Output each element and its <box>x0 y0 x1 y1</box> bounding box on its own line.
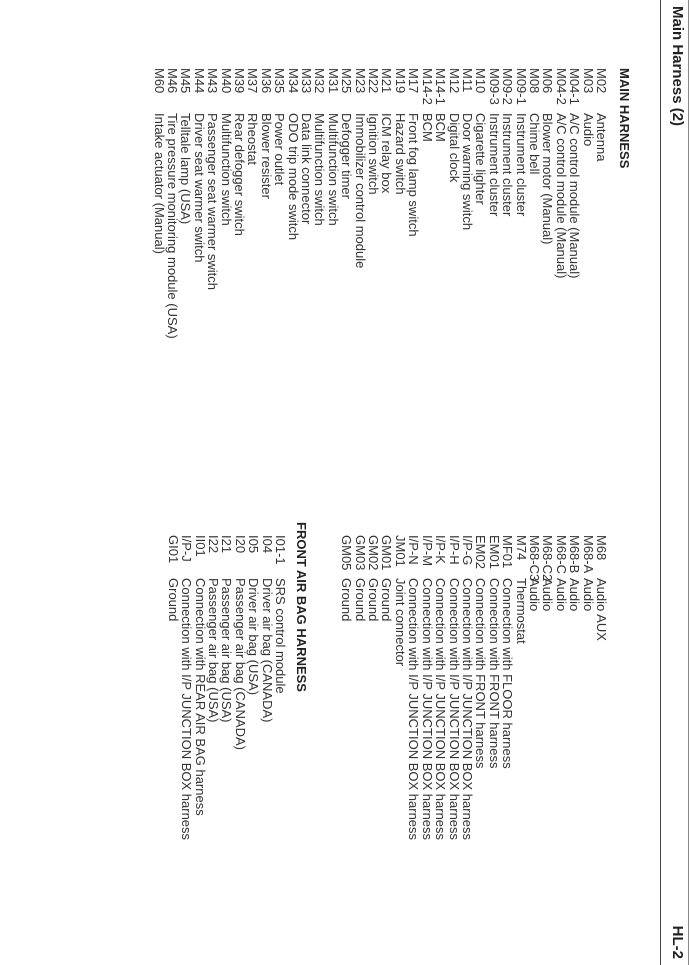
connector-description: Connection with REAR AIR BAG harness <box>192 578 208 816</box>
connector-row <box>353 68 366 339</box>
connector-description: Tire pressure monitoring module (USA) <box>165 113 180 339</box>
connector-code: I/P-J <box>179 535 195 562</box>
connector-description: Audio <box>567 578 583 612</box>
connector-code: M43 <box>205 68 221 94</box>
connector-code: M03 <box>580 68 596 94</box>
connector-code: M09-3 <box>486 68 502 105</box>
connector-description: SRS control module <box>273 578 288 694</box>
connector-description: Audio <box>553 578 569 612</box>
connector-code: M12 <box>446 68 462 94</box>
connector-description: Chime bell <box>526 113 542 175</box>
connector-code: I05 <box>246 535 262 554</box>
connector-description: Blower motor (Manual) <box>540 113 556 245</box>
main-harness-heading: MAIN HARNESS <box>617 68 632 169</box>
connector-row <box>260 535 273 840</box>
connector-code: GM05 <box>339 535 355 571</box>
connector-code: M33 <box>299 68 315 94</box>
connector-description: Instrument cluster <box>486 113 502 217</box>
connector-description: Door warning switch <box>459 113 475 231</box>
connector-description: A/C control module (Manual) <box>567 113 583 279</box>
connector-code: M10 <box>473 68 489 94</box>
connector-code: M22 <box>366 68 382 94</box>
connector-row <box>420 68 433 339</box>
connector-code: M06 <box>540 68 556 94</box>
page-number: HL-2 <box>669 925 686 959</box>
connector-code: M34 <box>285 68 301 94</box>
connector-description: Ground <box>339 578 355 622</box>
connector-row <box>487 68 500 339</box>
connector-row <box>193 535 206 840</box>
connector-code: M68-C <box>553 535 569 575</box>
connector-description: Multifunction switch <box>312 113 328 226</box>
connector-code: M02 <box>594 68 609 94</box>
connector-code: M04-2 <box>553 68 569 105</box>
connector-code: M68-B <box>567 535 583 574</box>
connector-row <box>595 68 608 339</box>
connector-code: M37 <box>245 68 261 94</box>
connector-description: Rear defogger switch <box>232 113 248 236</box>
connector-row <box>207 535 220 840</box>
connector-row <box>447 535 460 840</box>
connector-row <box>487 535 500 840</box>
main-harness-list <box>152 68 608 339</box>
connector-row <box>286 68 299 339</box>
connector-description: Audio <box>580 578 596 612</box>
connector-row <box>434 68 447 339</box>
connector-code: I20 <box>232 535 248 554</box>
connector-code: I01-1 <box>273 535 288 565</box>
connector-code: M25 <box>339 68 355 94</box>
connector-description: Digital clock <box>446 113 462 183</box>
connector-code: M60 <box>151 68 167 94</box>
connector-description: Thermostat <box>513 578 529 644</box>
connector-code: M14-1 <box>433 68 449 105</box>
connector-description: Multifunction switch <box>218 113 234 226</box>
connector-row <box>166 535 179 840</box>
connector-row <box>394 68 407 339</box>
connector-code: M23 <box>352 68 368 94</box>
connector-code: I22 <box>205 535 221 554</box>
connector-code: MF01 <box>500 535 516 569</box>
connector-description: ODO trip mode switch <box>285 113 301 241</box>
connector-description: Passenger seat warmer switch <box>205 113 221 291</box>
connector-row <box>274 535 287 840</box>
connector-row <box>206 68 219 339</box>
front-air-bag-harness-heading: FRONT AIR BAG HARNESS <box>294 522 309 692</box>
connector-row <box>313 68 326 339</box>
connector-description: Front fog lamp switch <box>406 113 422 237</box>
connector-row <box>380 535 393 840</box>
connector-row <box>246 68 259 339</box>
connector-row <box>420 535 433 840</box>
connector-description: Driver air bag (USA) <box>246 578 262 696</box>
connector-code: M68 <box>594 535 609 561</box>
connector-row <box>528 535 541 840</box>
connector-description: Joint connector <box>392 578 408 667</box>
connector-code: M39 <box>232 68 248 94</box>
connector-row <box>353 535 366 840</box>
connector-description: Connection with I/P JUNCTION BOX harness <box>433 578 449 841</box>
connector-row <box>474 535 487 840</box>
connector-description: Connection with FLOOR harness <box>500 578 516 769</box>
connector-code: M11 <box>459 68 475 93</box>
connector-code: EM01 <box>486 535 502 569</box>
connector-description: BCM <box>419 113 435 142</box>
connector-row <box>394 535 407 840</box>
connector-row <box>434 535 447 840</box>
connector-description: Connection with I/P JUNCTION BOX harness <box>419 578 435 841</box>
connector-row <box>461 68 474 339</box>
connector-code: M74 <box>513 535 529 561</box>
connector-description: Multifunction switch <box>325 113 341 226</box>
connector-code: M45 <box>178 68 194 94</box>
connector-description: Immobilizer control module <box>352 113 368 269</box>
connector-code: I/P-H <box>446 535 462 565</box>
front-air-bag-harness-list <box>166 535 287 840</box>
connector-description: Ground <box>366 578 382 622</box>
connector-code: M68-C2 <box>540 535 556 582</box>
connector-row <box>501 68 514 339</box>
connector-row <box>367 68 380 339</box>
main-harness-list-continued <box>340 535 608 840</box>
connector-row <box>541 535 554 840</box>
connector-row <box>581 535 594 840</box>
connector-description: Passenger air bag (CANADA) <box>232 578 248 750</box>
connector-code: M14-2 <box>419 68 435 105</box>
connector-description: Ground <box>165 578 181 622</box>
connector-row <box>581 68 594 339</box>
connector-code: M68-C3 <box>526 535 542 582</box>
connector-row <box>447 68 460 339</box>
connector-row <box>541 68 554 339</box>
connector-row <box>501 535 514 840</box>
connector-row <box>568 68 581 339</box>
connector-code: M32 <box>312 68 328 94</box>
connector-row <box>407 535 420 840</box>
connector-description: Driver seat warmer switch <box>191 113 207 263</box>
connector-code: M17 <box>406 68 422 94</box>
connector-description: Audio <box>580 113 596 147</box>
connector-code: M19 <box>392 68 408 94</box>
connector-description: Antenna <box>594 113 609 162</box>
connector-description: Connection with FRONT harness <box>486 578 502 769</box>
connector-code: M46 <box>165 68 180 94</box>
connector-description: Passenger air bag (USA) <box>205 578 221 723</box>
connector-code: I/P-K <box>433 535 449 564</box>
connector-row <box>554 68 567 339</box>
connector-description: A/C control module (Manual) <box>553 113 569 279</box>
connector-code: I/P-G <box>459 535 475 566</box>
connector-row <box>514 535 527 840</box>
connector-description: Intake actuator (Manual) <box>151 113 167 254</box>
connector-row <box>367 535 380 840</box>
connector-code: M44 <box>191 68 207 94</box>
connector-row <box>326 68 339 339</box>
connector-row <box>407 68 420 339</box>
connector-code: M36 <box>258 68 274 94</box>
connector-code: I04 <box>259 535 275 554</box>
connector-description: Connection with I/P JUNCTION BOX harness <box>459 578 475 841</box>
connector-row <box>180 535 193 840</box>
connector-row <box>595 535 608 840</box>
connector-row <box>152 68 165 339</box>
connector-row <box>247 535 260 840</box>
connector-code: M09-1 <box>513 68 529 105</box>
connector-description: Blower resister <box>258 113 274 199</box>
connector-row <box>166 68 179 339</box>
connector-code: M21 <box>379 68 395 94</box>
connector-description: Ground <box>379 578 395 622</box>
connector-row <box>380 68 393 339</box>
connector-row <box>568 535 581 840</box>
connector-row <box>233 68 246 339</box>
connector-row <box>300 68 313 339</box>
connector-code: GM02 <box>366 535 382 571</box>
connector-code: GM01 <box>379 535 395 571</box>
connector-code: M40 <box>218 68 234 94</box>
connector-description: Connection with FRONT harness <box>473 578 489 769</box>
connector-description: Power outlet <box>272 113 288 186</box>
connector-row <box>220 535 233 840</box>
connector-description: Cigarette lighter <box>473 113 489 205</box>
connector-code: JM01 <box>392 535 408 567</box>
connector-description: Connection with I/P JUNCTION BOX harness <box>179 578 195 841</box>
connector-row <box>233 535 246 840</box>
connector-description: Audio <box>526 578 542 612</box>
connector-row <box>179 68 192 339</box>
connector-code: EM02 <box>473 535 489 569</box>
connector-row <box>219 68 232 339</box>
connector-description: Rheostat <box>245 113 261 166</box>
connector-description: Driver air bag (CANADA) <box>259 578 275 723</box>
connector-code: M35 <box>272 68 288 94</box>
connector-code: GM03 <box>352 535 368 571</box>
connector-code: M68-A <box>580 535 596 574</box>
connector-description: Instrument cluster <box>500 113 516 217</box>
connector-row <box>528 68 541 339</box>
connector-description: Audio AUX <box>594 578 609 641</box>
connector-code: M09-2 <box>500 68 516 105</box>
connector-description: Connection with I/P JUNCTION BOX harness <box>406 578 422 841</box>
connector-description: Connection with I/P JUNCTION BOX harness <box>446 578 462 841</box>
connector-row <box>474 68 487 339</box>
connector-code: I/P-M <box>419 535 435 567</box>
connector-code: GI01 <box>165 535 181 564</box>
connector-description: Instrument cluster <box>513 113 529 217</box>
connector-code: M31 <box>325 68 341 94</box>
connector-description: Telltale lamp (USA) <box>178 113 194 225</box>
connector-row <box>340 535 353 840</box>
connector-description: Audio <box>540 578 556 612</box>
connector-code: M04-1 <box>567 68 583 105</box>
connector-row <box>273 68 286 339</box>
connector-row <box>259 68 272 339</box>
connector-description: ICM relay box <box>379 113 395 194</box>
connector-row <box>192 68 205 339</box>
page-title: Main Harness (2) <box>669 6 686 127</box>
connector-description: Ground <box>352 578 368 622</box>
connector-description: Defogger timer <box>339 113 355 199</box>
connector-row <box>514 68 527 339</box>
connector-row <box>461 535 474 840</box>
connector-row <box>554 535 567 840</box>
header-divider <box>660 0 661 965</box>
connector-description: Passenger air bag (USA) <box>219 578 235 723</box>
connector-row <box>340 68 353 339</box>
connector-code: II01 <box>192 535 208 557</box>
connector-description: BCM <box>433 113 449 142</box>
connector-code: I21 <box>219 535 235 554</box>
connector-code: I/P-N <box>406 535 422 565</box>
connector-code: M08 <box>526 68 542 94</box>
connector-description: Ignition switch <box>366 113 382 195</box>
connector-description: Hazard switch <box>392 113 408 195</box>
connector-description: Data link connector <box>299 113 315 225</box>
